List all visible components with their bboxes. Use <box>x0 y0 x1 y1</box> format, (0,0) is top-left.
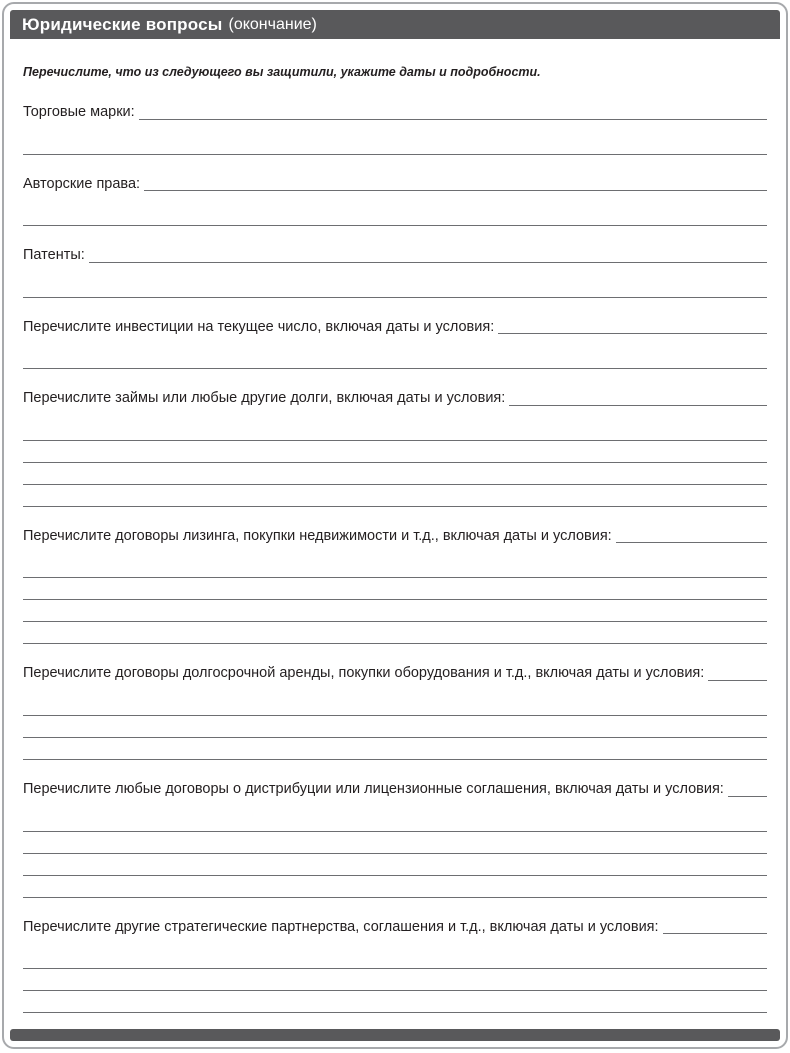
field-label-row <box>23 664 767 684</box>
fields-list <box>23 89 767 1013</box>
section-header <box>10 10 780 39</box>
blank-write-line <box>23 716 767 738</box>
blank-write-line <box>663 933 767 934</box>
blank-write-line <box>23 463 767 485</box>
blank-write-line <box>89 262 767 263</box>
blank-write-line <box>708 680 767 681</box>
field-label-row <box>23 318 767 338</box>
form-field <box>23 246 767 298</box>
blank-write-line <box>23 832 767 854</box>
blank-write-line <box>23 337 767 369</box>
field-label: Авторские права: <box>23 175 141 192</box>
blank-write-line <box>23 854 767 876</box>
blank-write-line <box>23 123 767 155</box>
form-field <box>23 664 767 760</box>
blank-write-line <box>23 266 767 298</box>
form-field <box>23 780 767 898</box>
field-label-row <box>23 780 767 800</box>
field-label-row <box>23 246 767 266</box>
form-field <box>23 175 767 227</box>
field-label-row <box>23 103 767 123</box>
form-field <box>23 918 767 1014</box>
blank-write-line <box>498 333 767 334</box>
page-title: Юридические вопросы <box>22 14 223 34</box>
form-field <box>23 103 767 155</box>
field-label-row <box>23 918 767 938</box>
document-page <box>0 2 790 1053</box>
field-label: Перечислите договоры лизинга, покупки недвижимости и т.д., включая даты и условия: <box>23 527 612 544</box>
blank-write-line <box>23 684 767 716</box>
blank-write-line <box>23 409 767 441</box>
page-subtitle: (окончание) <box>228 15 317 33</box>
blank-write-line <box>23 738 767 760</box>
field-label-row <box>23 527 767 547</box>
field-label: Перечислите другие стратегические партнерства, соглашения и т.д., включая даты и условия: <box>23 918 659 935</box>
blank-write-line <box>23 578 767 600</box>
blank-write-line <box>616 542 767 543</box>
blank-write-line <box>144 190 767 191</box>
blank-write-line <box>728 796 767 797</box>
field-label: Перечислите любые договоры о дистрибуции или лицензионные соглашения, включая даты и условия: <box>23 780 724 797</box>
instruction-text: Перечислите, что из следующего вы защитили, укажите даты и подробности. <box>23 65 541 79</box>
blank-write-line <box>23 876 767 898</box>
field-label: Перечислите договоры долгосрочной аренды, покупки оборудования и т.д., включая даты и условия: <box>23 665 705 682</box>
field-label: Торговые марки: <box>23 104 135 120</box>
field-label-row <box>23 389 767 409</box>
blank-write-line <box>23 800 767 832</box>
blank-write-line <box>23 485 767 507</box>
blank-write-line <box>23 622 767 644</box>
form-field <box>23 318 767 370</box>
blank-write-line <box>23 546 767 578</box>
blank-write-line <box>23 441 767 463</box>
blank-write-line <box>23 991 767 1013</box>
field-label-row <box>23 175 767 195</box>
field-label: Перечислите займы или любые другие долги, включая даты и условия: <box>23 390 506 407</box>
form-field <box>23 527 767 645</box>
blank-write-line <box>139 119 767 120</box>
blank-write-line <box>23 600 767 622</box>
blank-write-line <box>509 405 767 406</box>
form-content <box>10 39 780 1029</box>
blank-write-line <box>23 969 767 991</box>
form-page <box>2 2 788 1049</box>
footer-bar <box>10 1029 780 1041</box>
blank-write-line <box>23 194 767 226</box>
blank-write-line <box>23 937 767 969</box>
field-label: Перечислите инвестиции на текущее число, включая даты и условия: <box>23 318 495 335</box>
form-field <box>23 389 767 507</box>
field-label: Патенты: <box>23 247 85 264</box>
